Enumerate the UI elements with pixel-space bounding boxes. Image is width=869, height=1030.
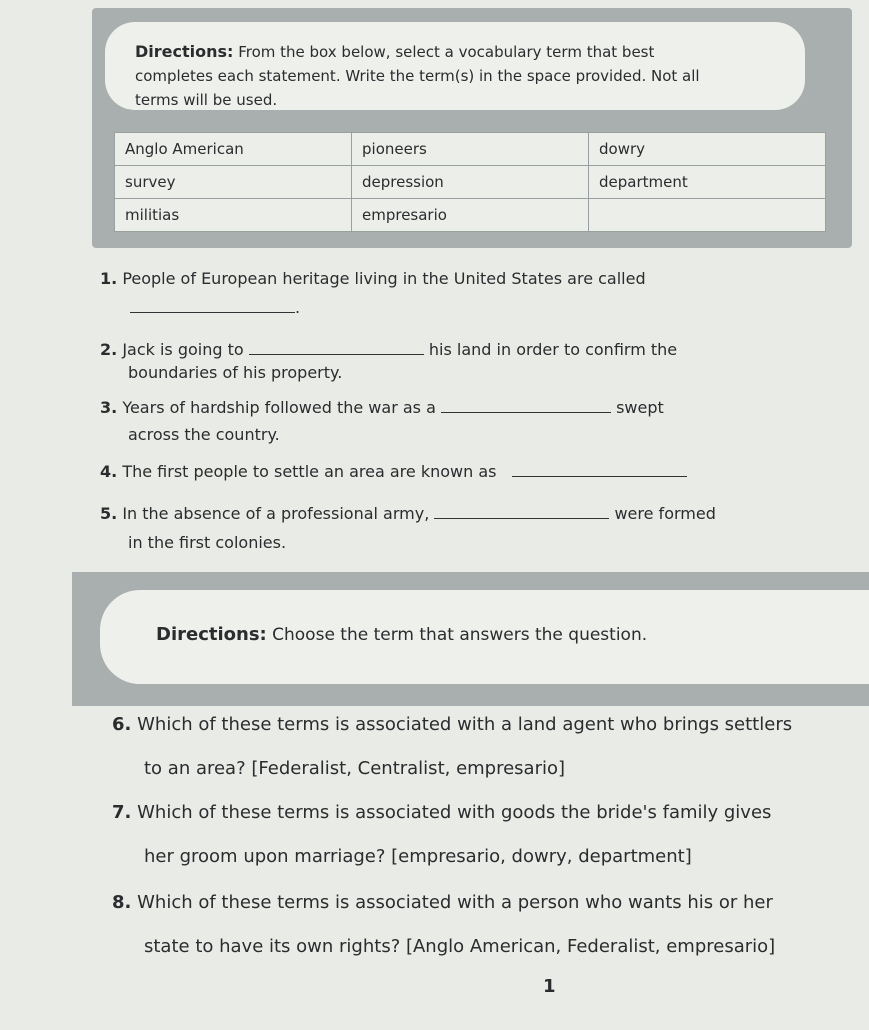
question-text: Which of these terms is associated with a land agent who brings settlers: [137, 714, 793, 735]
question-1-answer-line: [130, 296, 300, 319]
answer-blank[interactable]: [441, 396, 611, 413]
question-text: Jack is going to: [122, 340, 244, 359]
question-number: 1.: [100, 269, 118, 288]
question-2: [100, 338, 677, 361]
question-text: In the absence of a professional army,: [122, 504, 430, 523]
term-cell: empresario: [352, 199, 589, 232]
question-text: were formed: [614, 504, 716, 523]
directions-text: Choose the term that answers the question.: [272, 625, 648, 645]
term-cell: survey: [115, 166, 352, 199]
term-cell: Anglo American: [115, 133, 352, 166]
question-1: [100, 268, 646, 290]
question-6-cont: to an area? [Federalist, Centralist, empresario]: [144, 758, 566, 779]
directions-label: Directions:: [135, 42, 234, 61]
question-3-cont: across the country.: [128, 425, 280, 444]
answer-blank[interactable]: [130, 296, 295, 313]
directions-box: [100, 590, 869, 684]
question-7: [112, 800, 771, 826]
directions-text-line1: From the box below, select a vocabulary term that best: [238, 43, 655, 61]
term-row: [115, 166, 826, 199]
question-number: 4.: [100, 462, 118, 481]
question-5-cont: in the first colonies.: [128, 533, 287, 552]
question-2-cont: boundaries of his property.: [128, 363, 343, 382]
question-number: 5.: [100, 504, 118, 523]
term-cell: department: [589, 166, 826, 199]
question-number: 2.: [100, 340, 118, 359]
directions-text-line2: completes each statement. Write the term(s) in the space provided. Not all: [135, 67, 700, 85]
question-text: Which of these terms is associated with a person who wants his or her: [137, 892, 773, 913]
question-text: The first people to settle an area are known as: [122, 462, 497, 481]
vocabulary-term-box: [114, 132, 826, 232]
answer-blank[interactable]: [249, 338, 424, 355]
directions-label: Directions:: [156, 624, 267, 645]
question-number: 6.: [112, 714, 132, 735]
question-7-cont: her groom upon marriage? [empresario, dowry, department]: [144, 846, 692, 867]
question-8-cont: state to have its own rights? [Anglo American, Federalist, empresario]: [144, 936, 776, 957]
term-cell: pioneers: [352, 133, 589, 166]
question-text: Years of hardship followed the war as a: [122, 398, 436, 417]
term-cell: depression: [352, 166, 589, 199]
directions-text-line3: terms will be used.: [135, 91, 278, 109]
question-number: 3.: [100, 398, 118, 417]
directions-box: [105, 22, 805, 110]
question-text: .: [295, 298, 301, 317]
question-text: his land in order to confirm the: [428, 340, 678, 359]
page-number: 1: [543, 976, 556, 997]
question-text: Which of these terms is associated with goods the bride's family gives: [137, 802, 772, 823]
question-5: [100, 502, 716, 525]
term-cell: militias: [115, 199, 352, 232]
question-number: 7.: [112, 802, 132, 823]
answer-blank[interactable]: [512, 460, 687, 477]
question-8: [112, 890, 773, 916]
question-6: [112, 712, 792, 738]
question-text: swept: [616, 398, 664, 417]
question-text: People of European heritage living in the United States are called: [122, 269, 646, 288]
question-number: 8.: [112, 892, 132, 913]
term-row: [115, 133, 826, 166]
term-row: [115, 199, 826, 232]
question-3: [100, 396, 664, 419]
answer-blank[interactable]: [434, 502, 609, 519]
question-4: [100, 460, 687, 483]
term-cell: [589, 199, 826, 232]
term-cell: dowry: [589, 133, 826, 166]
